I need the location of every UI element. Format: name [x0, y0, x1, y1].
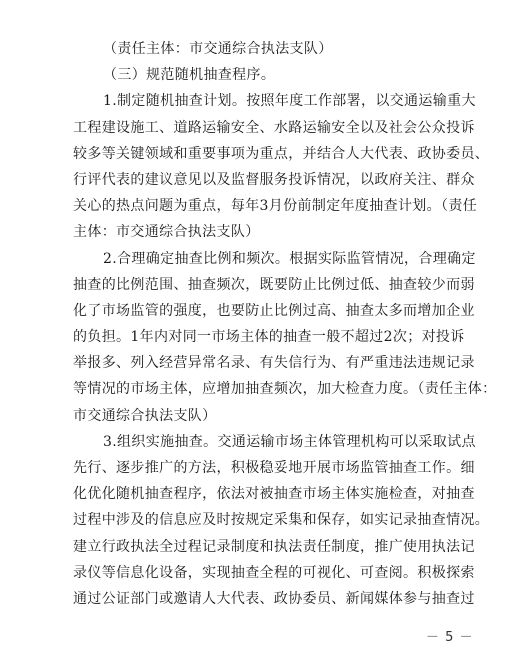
- paragraph-3-line: 录仪等信息化设备，实现抽查全程的可视化、可查阅。积极探索: [73, 564, 475, 581]
- paragraph-2-line: 抽查的比例范围、抽查频次，既要防止比例过低、抽查较少而弱: [73, 276, 475, 293]
- paragraph-1-line: 1.制定随机抽查计划。按照年度工作部署，以交通运输重大: [103, 93, 476, 110]
- paragraph-1-line: 关心的热点问题为重点，每年3月份前制定年度抽查计划。（责任: [73, 198, 478, 215]
- responsible-party-line: （责任主体：市交通综合执法支队）: [103, 41, 333, 57]
- paragraph-2-line: 市交通综合执法支队）: [73, 407, 217, 424]
- paragraph-1-line: 主体：市交通综合执法支队）: [73, 224, 260, 241]
- paragraph-3-line: 过程中涉及的信息应及时按规定采集和保存，如实记录抽查情况。: [73, 512, 490, 529]
- page-number: － 5 －: [426, 630, 474, 645]
- paragraph-2-line: 化了市场监管的强度，也要防止比例过高、抽查太多而增加企业: [73, 302, 475, 319]
- paragraph-2-line: 的负担。1年内对同一市场主体的抽查一般不超过2次；对投诉: [73, 329, 465, 346]
- section-heading: （三）规范随机抽查程序。: [103, 67, 276, 84]
- paragraph-3-line: 3.组织实施抽查。交通运输市场主体管理机构可以采取试点: [103, 433, 476, 450]
- paragraph-2-line: 等情况的市场主体，应增加抽查频次，加大检查力度。（责任主体：: [73, 381, 497, 398]
- paragraph-1-line: 行评代表的建议意见以及监督服务投诉情况，以政府关注、群众: [73, 171, 475, 188]
- paragraph-3-line: 化优化随机抽查程序，依法对被抽查市场主体实施检查，对抽查: [73, 486, 475, 503]
- paragraph-2-line: 举报多、列入经营异常名录、有失信行为、有严重违法违规记录: [73, 355, 475, 372]
- paragraph-1-line: 较多等关键领域和重要事项为重点，并结合人大代表、政协委员、: [73, 145, 490, 162]
- paragraph-1-line: 工程建设施工、道路运输安全、水路运输安全以及社会公众投诉: [73, 119, 475, 136]
- paragraph-3-line: 先行、逐步推广的方法，积极稳妥地开展市场监管抽查工作。细: [73, 460, 475, 476]
- body-text: [73, 36, 497, 612]
- paragraph-3-line: 建立行政执法全过程记录制度和执法责任制度，推广使用执法记: [73, 538, 475, 555]
- paragraph-2-line: 2.合理确定抽查比例和频次。根据实际监管情况，合理确定: [103, 250, 476, 267]
- paragraph-3-line: 通过公证部门或邀请人大代表、政协委员、新闻媒体参与抽查过: [73, 590, 475, 607]
